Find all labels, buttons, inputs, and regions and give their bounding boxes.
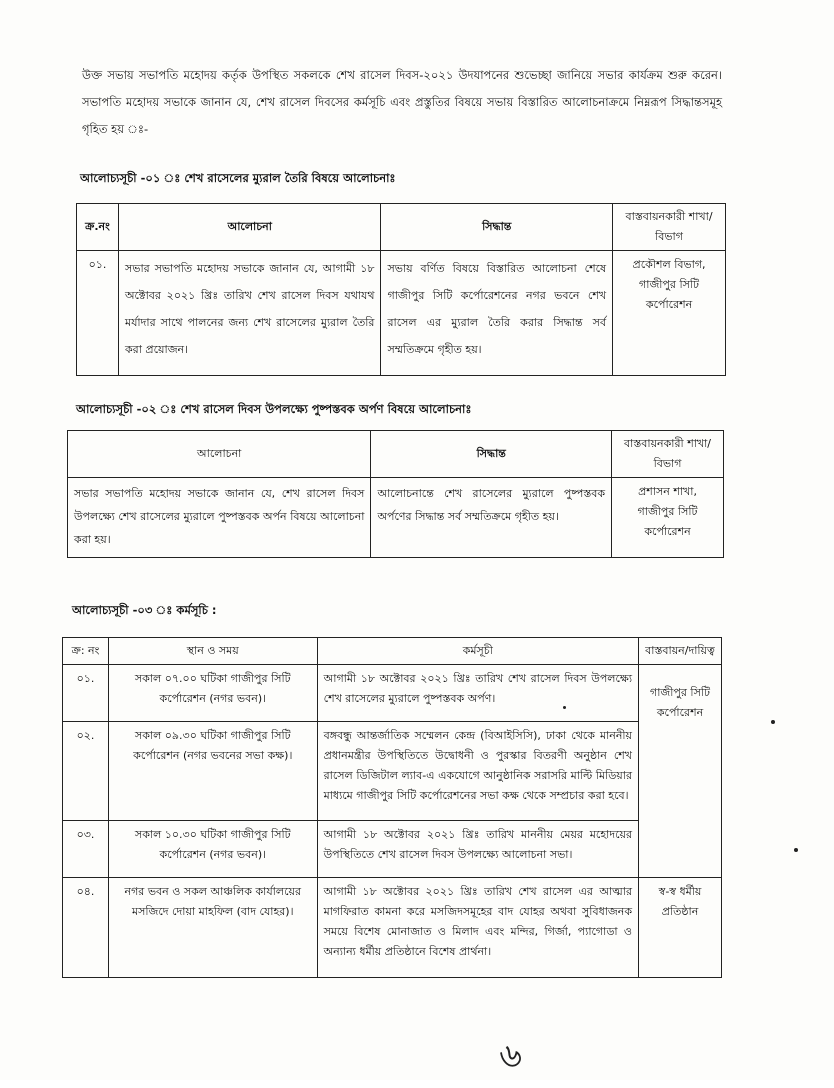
agenda3-table — [62, 637, 722, 978]
row-serial: ০১. — [77, 251, 119, 376]
row-implementer: প্রশাসন শাখা, গাজীপুর সিটি কর্পোরেশন — [612, 478, 724, 558]
agenda2-table — [67, 430, 724, 558]
row-responsible: গাজীপুর সিটি কর্পোরেশন — [639, 665, 722, 878]
agenda1-heading: আলোচ্যসূচী -০১ ঃ শেখ রাসেলের ম্যুরাল তৈরি বিষয়ে আলোচনাঃ — [80, 171, 396, 185]
row-serial: ০৪. — [63, 878, 109, 978]
table-row — [63, 821, 722, 878]
row-place-time: নগর ভবন ও সকল আঞ্চলিক কার্যালয়ের মসজিদে দোয়া মাহফিল (বাদ যোহর)। — [108, 878, 317, 978]
row-implementer: প্রকৌশল বিভাগ, গাজীপুর সিটি কর্পোরেশন — [613, 251, 726, 376]
col-header-serial: ক্র.নং — [77, 204, 119, 251]
agenda1-table — [76, 203, 726, 376]
row-place-time: সকাল ০৯.৩০ ঘটিকা গাজীপুর সিটি কর্পোরেশন (নগর ভবনের সভা কক্ষ)। — [108, 722, 317, 821]
col-header-decision: সিদ্ধান্ত — [371, 431, 612, 478]
row-serial: ০২. — [63, 722, 109, 821]
col-header-program: কর্মসূচী — [317, 638, 638, 665]
row-serial: ০১. — [63, 665, 109, 722]
scan-speck — [771, 720, 775, 724]
col-header-implementer: বাস্তবায়নকারী শাখা/বিভাগ — [612, 431, 724, 478]
row-program: আগামী ১৮ অক্টোবর ২০২১ খ্রিঃ তারিখ মাননীয় মেয়র মহোদয়ের উপস্থিতিতে শেখ রাসেল দিবস উপলক্ষ্যে আলোচনা সভা। — [317, 821, 638, 878]
row-place-time: সকাল ১০.৩০ ঘটিকা গাজীপুর সিটি কর্পোরেশন (নগর ভবন)। — [108, 821, 317, 878]
intro-paragraph: উক্ত সভায় সভাপতি মহোদয় কর্তৃক উপস্থিত সকলকে শেখ রাসেল দিবস-২০২১ উদযাপনের শুভেচ্ছা জানিয়ে সভার কার্যক্রম শুরু করেন। সভাপতি মহোদয় সভাকে জানান যে, শেখ রাসেল দিবসের কর্মসূচি এবং প্রস্তুতির বিষয়ে সভায় বিস্তারিত আলোচনাক্রমে নিম্নরূপ সিদ্ধান্তসমূহ গৃহিত হয় ঃ- — [82, 68, 722, 136]
row-discussion: সভার সভাপতি মহোদয় সভাকে জানান যে, আগামী ১৮ অক্টোবর ২০২১ খ্রিঃ তারিখ শেখ রাসেল দিবস যথাযথ মর্যাদার সাথে পালনের জন্য শেখ রাসেলের ম্যুরাল তৈরি করা প্রয়োজন। — [118, 251, 381, 376]
row-responsible: স্ব-স্ব ধর্মীয় প্রতিষ্ঠান — [639, 878, 722, 978]
row-discussion: সভার সভাপতি মহোদয় সভাকে জানান যে, শেখ রাসেল দিবস উপলক্ষ্যে শেখ রাসেলের ম্যুরালে পুষ্পস্তবক অর্পন বিষয়ে আলোচনা করা হয়। — [68, 478, 371, 558]
table-row — [68, 478, 724, 558]
row-program: আগামী ১৮ অক্টোবর ২০২১ খ্রিঃ তারিখ শেখ রাসেল দিবস উপলক্ষ্যে শেখ রাসেলের ম্যুরালে পুষ্পস্তবক অর্পণ। — [317, 665, 638, 722]
col-header-discussion: আলোচনা — [118, 204, 381, 251]
col-header-discussion: আলোচনা — [68, 431, 371, 478]
col-header-implementer: বাস্তবায়নকারী শাখা/বিভাগ — [613, 204, 726, 251]
scan-speck — [563, 706, 566, 709]
agenda1-header-row — [77, 204, 726, 251]
scan-speck — [794, 848, 798, 852]
col-header-responsible: বাস্তবায়ন/দায়িত্ব — [639, 638, 722, 665]
col-header-decision: সিদ্ধান্ত — [381, 204, 613, 251]
row-decision: আলোচনান্তে শেখ রাসেলের ম্যুরালে পুষ্পস্তবক অর্পণের সিদ্ধান্ত সর্ব সম্মতিক্রমে গৃহীত হয়। — [371, 478, 612, 558]
table-row — [63, 722, 722, 821]
table-row — [63, 665, 722, 722]
col-header-place-time: স্থান ও সময় — [108, 638, 317, 665]
row-decision: সভায় বর্ণিত বিষয়ে বিস্তারিত আলোচনা শেষে গাজীপুর সিটি কর্পোরেশনের নগর ভবনে শেখ রাসেল এর ম্যুরাল তৈরি করার সিদ্ধান্ত সর্ব সম্মতিক্রমে গৃহীত হয়। — [381, 251, 613, 376]
row-program: আগামী ১৮ অক্টোবর ২০২১ খ্রিঃ তারিখ শেখ রাসেল এর আত্মার মাগফিরাত কামনা করে মসজিদসমূহের বাদ যোহর অথবা সুবিধাজনক সময়ে বিশেষ মোনাজাত ও মিলাদ এবং মন্দির, গির্জা, প্যাগোডা ও অন্যান্য ধর্মীয় প্রতিষ্ঠানে বিশেষ প্রার্থনা। — [317, 878, 638, 978]
table-row — [63, 878, 722, 978]
agenda3-heading: আলোচ্যসূচী -০৩ ঃ কর্মসূচি : — [72, 603, 217, 617]
col-header-serial: ক্র: নং — [63, 638, 109, 665]
row-program: বঙ্গবন্ধু আন্তর্জাতিক সম্মেলন কেন্দ্র (বিআইসিসি), ঢাকা থেকে মাননীয় প্রধানমন্ত্রীর উপস্থিতিতে উদ্বোধনী ও পুরস্কার বিতরণী অনুষ্ঠান শেখ রাসেল ডিজিটাল ল্যাব-এ একযোগে আনুষ্ঠানিক সরাসরি মাল্টি মিডিয়ার মাধ্যমে গাজীপুর সিটি কর্পোরেশনের সভা কক্ষ থেকে সম্প্রচার করা হবে। — [317, 722, 638, 821]
row-place-time: সকাল ০৭.০০ ঘটিকা গাজীপুর সিটি কর্পোরেশন (নগর ভবন)। — [108, 665, 317, 722]
agenda2-header-row — [68, 431, 724, 478]
table-row — [77, 251, 726, 376]
agenda2-heading: আলোচ্যসূচী -০২ ঃ শেখ রাসেল দিবস উপলক্ষ্যে পুষ্পস্তবক অর্পণ বিষয়ে আলোচনাঃ — [76, 402, 472, 416]
agenda3-header-row — [63, 638, 722, 665]
row-serial: ০৩. — [63, 821, 109, 878]
page-number: ৬ — [496, 1034, 525, 1078]
